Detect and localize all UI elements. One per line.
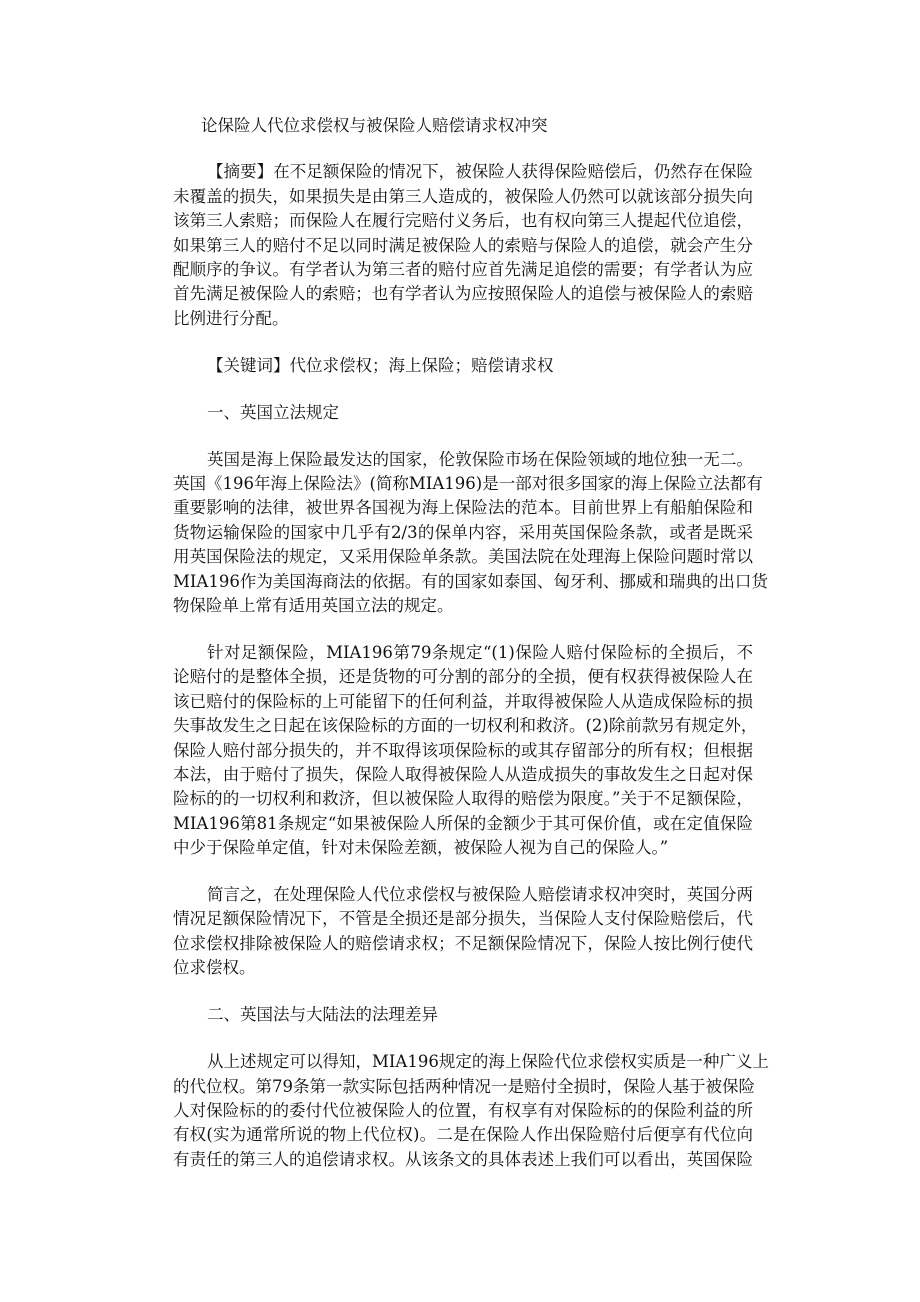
text-line: 位求偿权排除被保险人的赔偿请求权；不足额保险情况下，保险人按比例行使代 <box>173 933 753 953</box>
text-line: 简言之，在处理保险人代位求偿权与被保险人赔偿请求权冲突时，英国分两 <box>207 885 753 905</box>
paragraph <box>173 883 753 981</box>
document-page <box>173 114 769 1195</box>
text-line: 从上述规定可以得知，MIA196规定的海上保险代位求偿权实质是一种广义上 <box>207 1052 769 1072</box>
text-line: 物保险单上常有适用英国立法的规定。 <box>173 596 454 615</box>
text-line: 【摘要】在不足额保险的情况下，被保险人获得保险赔偿后，仍然存在保险 <box>207 162 753 182</box>
text-line: 的代位权。第79条第一款实际包括两种情况一是赔付全损时，保险人基于被保险 <box>173 1076 755 1096</box>
text-line: 首先满足被保险人的索赔；也有学者认为应按照保险人的追偿与被保险人的索赔 <box>173 284 753 304</box>
paragraph <box>173 641 758 861</box>
text-line: 保险人赔付部分损失的，并不取得该项保险标的或其存留部分的所有权；但根据 <box>173 740 753 760</box>
text-line: 本法，由于赔付了损失，保险人取得被保险人从造成损失的事故发生之日起对保 <box>173 764 753 784</box>
text-line: 货物运输保险的国家中几乎有2/3的保单内容，采用英国保险条款，或者是既采 <box>173 522 753 542</box>
document-title: 论保险人代位求偿权与被保险人赔偿请求权冲突 <box>201 116 548 135</box>
text-line: 用英国保险法的规定，又采用保险单条款。美国法院在处理海上保险问题时常以 <box>173 547 753 567</box>
text-line: 险标的的一切权利和救济，但以被保险人取得的赔偿为限度。”关于不足额保险， <box>173 789 753 809</box>
abstract-paragraph <box>173 160 753 331</box>
section-heading-2: 二、英国法与大陆法的法理差异 <box>207 1005 438 1025</box>
text-line: 位求偿权。 <box>173 958 256 978</box>
text-line: 如果第三人的赔付不足以同时满足被保险人的索赔与保险人的追偿，就会产生分 <box>173 235 753 255</box>
text-line: 中少于保险单定值，针对未保险差额，被保险人视为自己的保险人。” <box>173 838 669 858</box>
paragraph <box>173 448 768 619</box>
text-line: 英国是海上保险最发达的国家，伦敦保险市场在保险领域的地位独一无二。 <box>207 449 753 469</box>
paragraph <box>173 1050 769 1172</box>
text-line: 失事故发生之日起在该保险标的方面的一切权利和救济。(2)除前款另有规定外， <box>173 716 758 736</box>
text-line: 针对足额保险，MIA196第79条规定“(1)保险人赔付保险标的全损后，不 <box>207 642 753 662</box>
text-line: 重要影响的法律，被世界各国视为海上保险法的范本。目前世界上有船舶保险和 <box>173 498 753 518</box>
text-line: MIA196第81条规定“如果被保险人所保的金额少于其可保价值，或在定值保险 <box>173 813 753 833</box>
text-line: 论赔付的是整体全损，还是货物的可分割的部分的全损，便有权获得被保险人在 <box>173 667 753 687</box>
text-line: 英国《196年海上保险法》(简称MIA196)是一部对很多国家的海上保险立法都有 <box>173 473 763 493</box>
text-line: 比例进行分配。 <box>173 308 289 328</box>
section-heading-1: 一、英国立法规定 <box>207 402 339 422</box>
text-line: 有权(实为通常所说的物上代位权)。二是在保险人作出保险赔付后便享有代位向 <box>173 1125 753 1145</box>
text-line: MIA196作为美国海商法的依据。有的国家如泰国、匈牙利、挪威和瑞典的出口货 <box>173 571 768 591</box>
text-line: 该已赔付的保险标的上可能留下的任何利益，并取得被保险人从造成保险标的损 <box>173 691 753 711</box>
text-line: 未覆盖的损失，如果损失是由第三人造成的，被保险人仍然可以就该部分损失向 <box>173 186 753 206</box>
text-line: 配顺序的争议。有学者认为第三者的赔付应首先满足追偿的需要；有学者认为应 <box>173 260 753 280</box>
text-line: 人对保险标的的委付代位被保险人的位置，有权享有对保险标的的保险利益的所 <box>173 1100 753 1120</box>
text-line: 该第三人索赔；而保险人在履行完赔付义务后，也有权向第三人提起代位追偿， <box>173 211 753 231</box>
text-line: 有责任的第三人的追偿请求权。从该条文的具体表述上我们可以看出，英国保险 <box>173 1149 753 1169</box>
keywords: 【关键词】代位求偿权；海上保险；赔偿请求权 <box>207 355 554 375</box>
text-line: 情况足额保险情况下，不管是全损还是部分损失，当保险人支付保险赔偿后，代 <box>173 909 753 929</box>
